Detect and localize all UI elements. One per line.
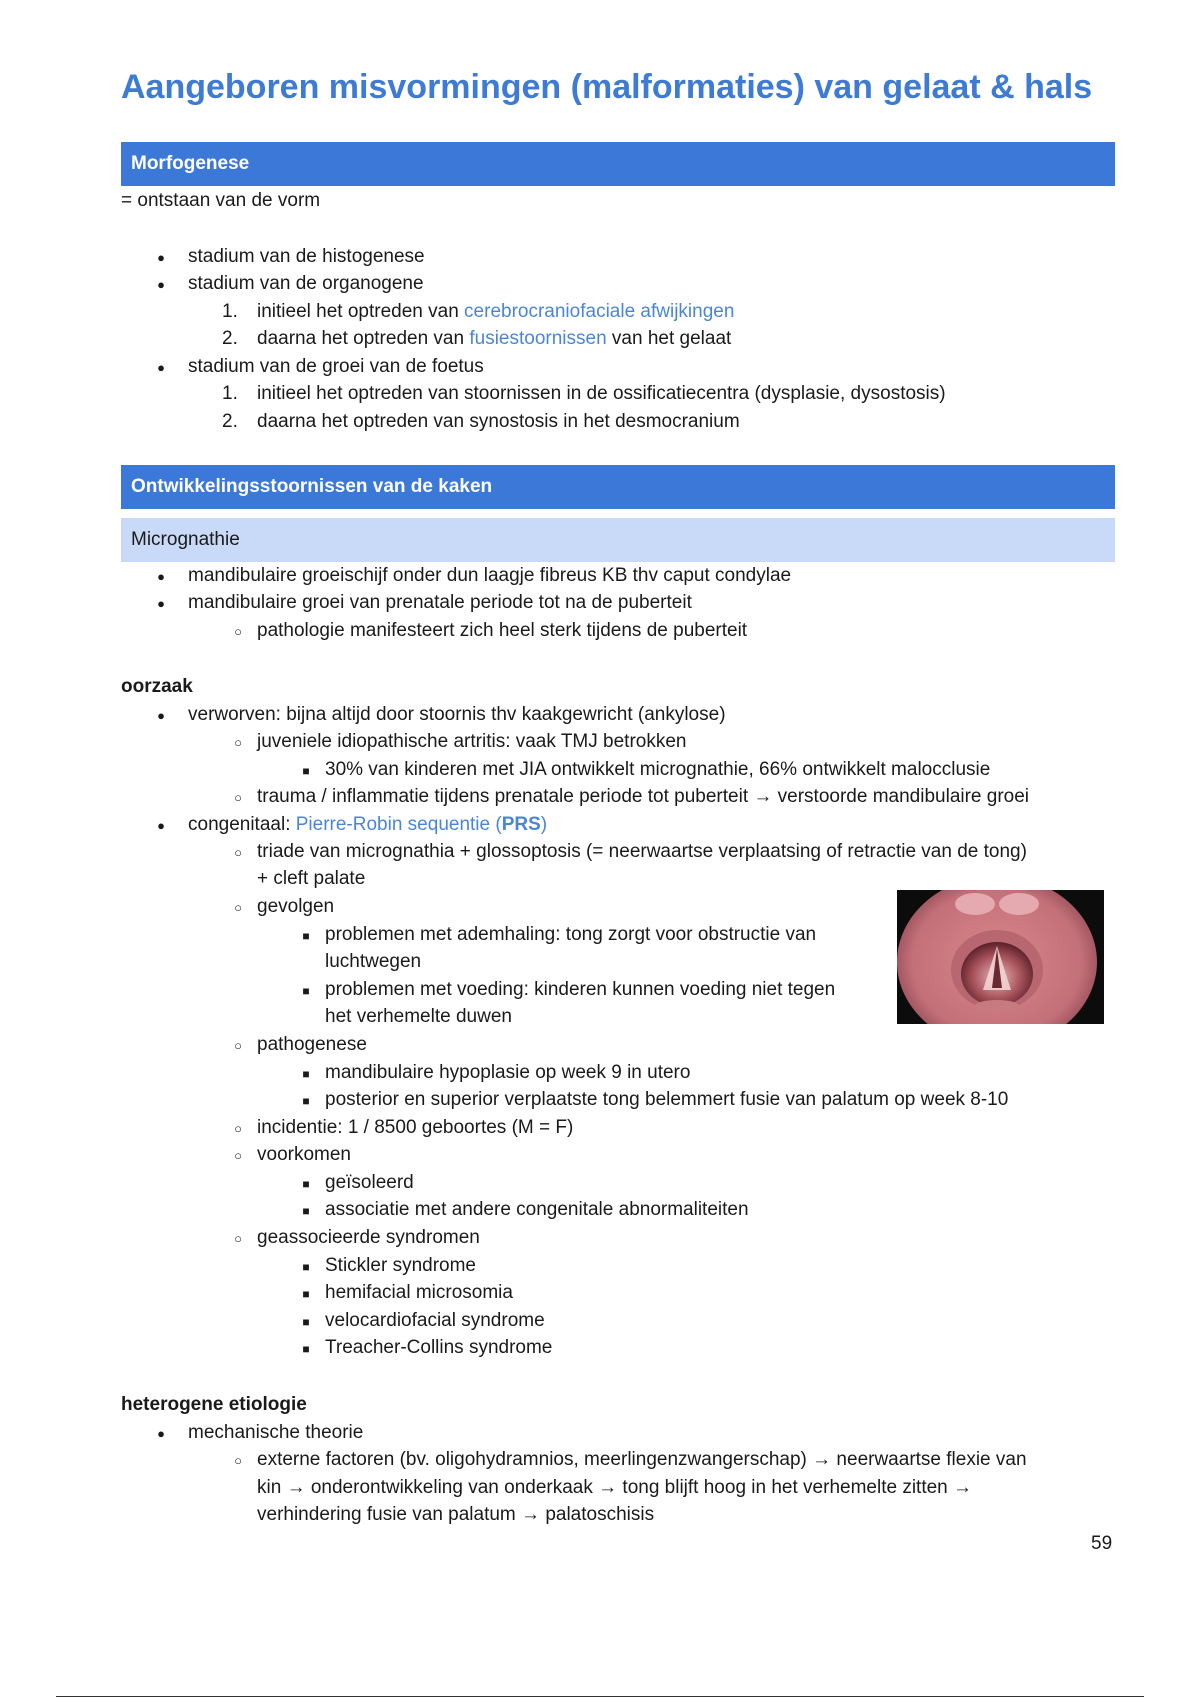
list-item: stadium van de histogenese [188,246,425,267]
bullet-square [295,1309,317,1334]
cleft-palate-photo [897,890,1104,1024]
highlight-link[interactable]: fusiestoornissen [469,328,607,349]
bullet-disc [150,703,172,728]
syndrome-item: velocardiofacial syndrome [325,1310,545,1331]
bullet-square [295,1336,317,1361]
definition-text: = ontstaan van de vorm [121,190,321,211]
list-item [257,327,731,351]
list-item: gevolgen [257,896,335,917]
list-item: pathogenese [257,1034,367,1055]
list-item: geassocieerde syndromen [257,1227,480,1248]
bullet-circle [227,1143,249,1168]
list-item: mechanische theorie [188,1422,364,1443]
bullet-disc [150,355,172,380]
section-heading-kaken: Ontwikkelingsstoornissen van de kaken [121,465,1115,509]
syndrome-item: Stickler syndrome [325,1255,476,1276]
highlight-link[interactable]: cerebrocraniofaciale afwijkingen [464,301,735,322]
bullet-circle [227,730,249,755]
list-item: associatie met andere congenitale abnormaliteiten [325,1199,749,1220]
list-item: posterior en superior verplaatste tong belemmert fusie van palatum op week 8-10 [325,1089,1009,1110]
list-item: mandibulaire hypoplasie op week 9 in utero [325,1062,691,1083]
heading-etiologie: heterogene etiologie [121,1394,307,1415]
list-item-text: van het gelaat [606,328,732,349]
list-item: problemen met voeding: kinderen kunnen voeding niet tegen [325,979,836,1000]
bullet-square [295,1254,317,1279]
list-item: externe factoren (bv. oligohydramnios, meerlingenzwangerschap) → neerwaartse flexie van [257,1449,1027,1470]
bullet-disc [150,1421,172,1446]
bullet-square [295,1281,317,1306]
list-item: verworven: bijna altijd door stoornis thv kaakgewricht (ankylose) [188,704,726,725]
bullet-square [295,1061,317,1086]
section-heading-morfogenese: Morfogenese [121,142,1115,186]
list-item: problemen met ademhaling: tong zorgt voor obstructie van [325,924,817,945]
bullet-circle [227,840,249,865]
bullet-disc [150,591,172,616]
list-item: pathologie manifesteert zich heel sterk tijdens de puberteit [257,620,748,641]
bullet-square [295,758,317,783]
bullet-circle [227,895,249,920]
list-item: incidentie: 1 / 8500 geboortes (M = F) [257,1117,574,1138]
list-item-text: initieel het optreden van [257,301,465,322]
link-text: Pierre-Robin sequentie ( [295,814,502,835]
list-item: 30% van kinderen met JIA ontwikkelt micrognathie, 66% ontwikkelt malocclusie [325,759,991,780]
list-item-continuation: verhindering fusie van palatum → palatoschisis [257,1504,655,1525]
bullet-disc [150,564,172,589]
heading-oorzaak: oorzaak [121,676,193,697]
syndrome-item: Treacher-Collins syndrome [325,1337,553,1358]
list-item: geïsoleerd [325,1172,414,1193]
page-number: 59 [1091,1533,1113,1554]
bullet-square [295,1198,317,1223]
bullet-circle [227,785,249,810]
bullet-circle [227,1116,249,1141]
list-item-text: congenitaal: [188,814,296,835]
link-text: ) [540,814,548,835]
bullet-square [295,923,317,948]
list-number: 1. [222,383,238,404]
bullet-square [295,1088,317,1113]
highlight-link[interactable] [296,814,547,835]
list-item: juveniele idiopathische artritis: vaak TMJ betrokken [257,731,687,752]
list-item-continuation: het verhemelte duwen [325,1006,512,1027]
syndrome-item: hemifacial microsomia [325,1282,513,1303]
list-item: stadium van de organogene [188,273,424,294]
list-number: 2. [222,411,238,432]
bullet-square [295,1171,317,1196]
page-title: Aangeboren misvormingen (malformaties) van gelaat & hals [121,68,1093,106]
list-item: stadium van de groei van de foetus [188,356,484,377]
list-item-text: daarna het optreden van [257,328,470,349]
link-bold-text: PRS [501,814,541,835]
list-item: mandibulaire groeischijf onder dun laagje fibreus KB thv caput condylae [188,565,792,586]
bullet-disc [150,272,172,297]
list-item: trauma / inflammatie tijdens prenatale periode tot puberteit → verstoorde mandibulaire groei [257,786,1030,807]
bullet-circle [227,619,249,644]
list-item: mandibulaire groei van prenatale periode tot na de puberteit [188,592,692,613]
list-item-continuation: kin → onderontwikkeling van onderkaak → tong blijft hoog in het verhemelte zitten → [257,1477,973,1498]
list-item-continuation: + cleft palate [257,868,366,889]
list-item: triade van micrognathia + glossoptosis (= neerwaartse verplaatsing of retractie van de tong) [257,841,1027,862]
footer-divider [56,1696,1144,1697]
list-item [257,300,734,324]
list-item-continuation: luchtwegen [325,951,422,972]
list-number: 1. [222,301,238,322]
subsection-heading-micrognathie: Micrognathie [121,518,1115,562]
bullet-circle [227,1033,249,1058]
list-item: initieel het optreden van stoornissen in de ossificatiecentra (dysplasie, dysostosis) [257,383,946,404]
bullet-circle [227,1226,249,1251]
bullet-disc [150,245,172,270]
list-item: daarna het optreden van synostosis in het desmocranium [257,411,740,432]
bullet-square [295,978,317,1003]
list-item: voorkomen [257,1144,351,1165]
bullet-disc [150,813,172,838]
list-number: 2. [222,328,238,349]
bullet-circle [227,1448,249,1473]
list-item [188,813,547,837]
